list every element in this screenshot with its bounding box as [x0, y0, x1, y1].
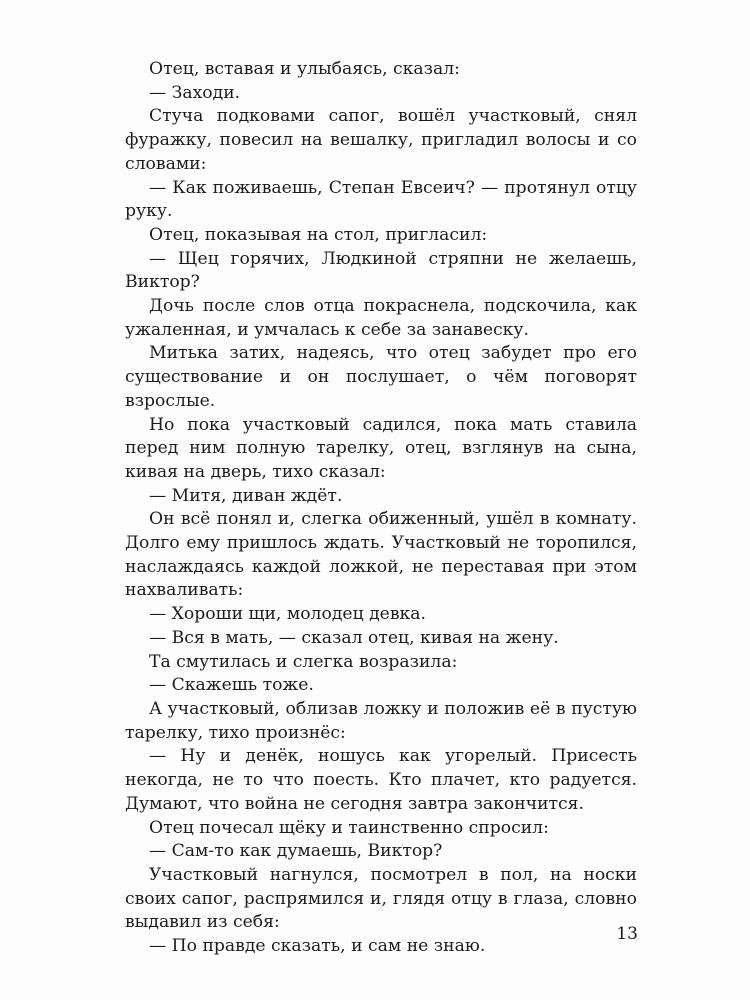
- paragraph-7: Дочь после слов отца покраснела, подскочила, как ужаленная, и умчалась к себе за занавеску.: [125, 296, 637, 340]
- paragraph-19: — Сам-то как думаешь, Виктор?: [149, 841, 443, 862]
- paragraph-10: — Митя, диван ждёт.: [149, 485, 343, 506]
- paragraph-4: — Как поживаешь, Степан Евсеич? — протянул отцу руку.: [125, 177, 637, 222]
- page-number: 13: [616, 924, 638, 944]
- paragraph-16: А участковый, облизав ложку и положив её в пустую тарелку, тихо произнёс:: [125, 698, 637, 743]
- paragraph-17: — Ну и денёк, ношусь как угорелый. Присесть некогда, не то что поесть. Кто плачет, кто радуется. Думают, что война не сегодня завтра закончится.: [125, 746, 637, 814]
- paragraph-2: — Заходи.: [149, 82, 241, 103]
- paragraph-21: — По правде сказать, и сам не знаю.: [149, 936, 486, 957]
- paragraph-9: Но пока участковый садился, пока мать ставила перед ним полную тарелку, отец, взглянув на сына, кивая на дверь, тихо сказал:: [125, 414, 637, 482]
- paragraph-11: Он всё понял и, слегка обиженный, ушёл в комнату. Долго ему пришлось ждать. Участковый не торопился, наслаждаясь каждой ложкой, не переставая при этом нахваливать:: [125, 509, 637, 601]
- paragraph-14: Та смутилась и слегка возразила:: [149, 651, 458, 672]
- paragraph-3: Стуча подковами сапог, вошёл участковый, снял фуражку, повесил на вешалку, пригладил волосы и со словами:: [125, 106, 637, 174]
- paragraph-15: — Скажешь тоже.: [149, 675, 314, 696]
- paragraph-1: Отец, вставая и улыбаясь, сказал:: [149, 59, 460, 79]
- paragraph-8: Митька затих, надеясь, что отец забудет про его существование и он послушает, о чём поговорят взрослые.: [125, 343, 637, 411]
- paragraph-5: Отец, показывая на стол, пригласил:: [149, 224, 488, 245]
- body-text: [125, 58, 637, 959]
- paragraph-20: Участковый нагнулся, посмотрел в пол, на носки своих сапог, распрямился и, глядя отцу в глаза, словно выдавил из себя:: [125, 864, 637, 933]
- paragraph-18: Отец почесал щёку и таинственно спросил:: [149, 817, 549, 838]
- paragraph-12: — Хороши щи, молодец девка.: [149, 604, 426, 625]
- paragraph-13: — Вся в мать, — сказал отец, кивая на жену.: [149, 627, 559, 648]
- paragraph-6: — Щец горячих, Людкиной стряпни не желаешь, Виктор?: [125, 248, 637, 293]
